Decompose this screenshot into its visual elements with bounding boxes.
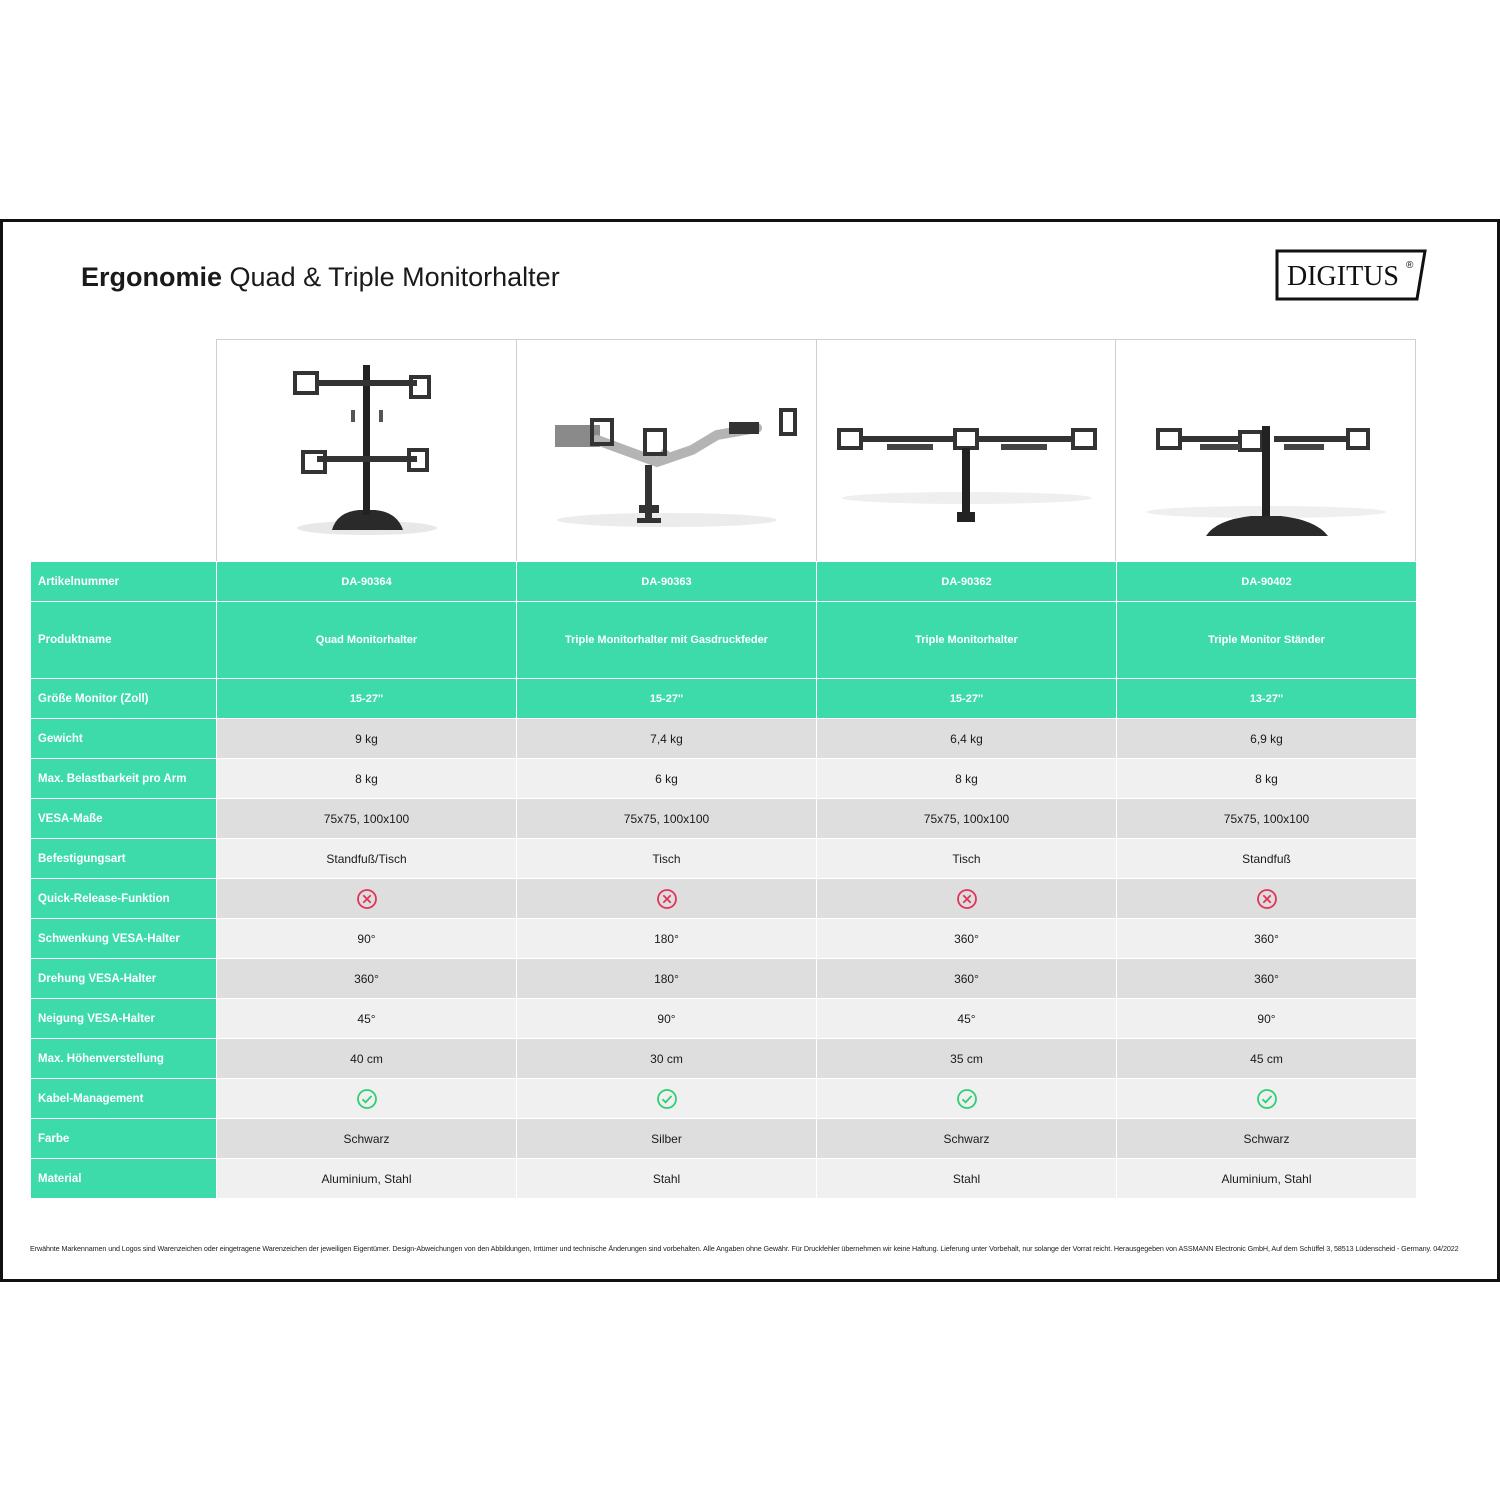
table-row bbox=[31, 679, 1417, 719]
spec-table bbox=[30, 561, 1417, 1199]
cross-icon bbox=[817, 879, 1117, 919]
row-label: Produktname bbox=[31, 602, 217, 679]
cell-value: Stahl bbox=[817, 1159, 1117, 1199]
row-label: Neigung VESA-Halter bbox=[31, 999, 217, 1039]
cross-icon bbox=[517, 879, 817, 919]
product-images bbox=[216, 339, 1416, 561]
cell-value: 75x75, 100x100 bbox=[517, 799, 817, 839]
cell-value: DA-90364 bbox=[217, 562, 517, 602]
row-label: Max. Belastbarkeit pro Arm bbox=[31, 759, 217, 799]
digitus-logo bbox=[1275, 249, 1425, 299]
table-row bbox=[31, 1039, 1417, 1079]
cell-value: 9 kg bbox=[217, 719, 517, 759]
cell-value: Schwarz bbox=[217, 1119, 517, 1159]
cell-value: 15-27'' bbox=[517, 679, 817, 719]
cell-value: DA-90363 bbox=[517, 562, 817, 602]
row-label: Befestigungsart bbox=[31, 839, 217, 879]
check-icon bbox=[817, 1079, 1117, 1119]
table-row bbox=[31, 959, 1417, 999]
check-icon bbox=[517, 1079, 817, 1119]
cell-value: Aluminium, Stahl bbox=[1117, 1159, 1417, 1199]
cell-value: 6 kg bbox=[517, 759, 817, 799]
cell-value: Silber bbox=[517, 1119, 817, 1159]
cell-value: 8 kg bbox=[217, 759, 517, 799]
table-row bbox=[31, 719, 1417, 759]
cell-value: 90° bbox=[517, 999, 817, 1039]
table-row bbox=[31, 799, 1417, 839]
cell-value: Quad Monitorhalter bbox=[217, 602, 517, 679]
cell-value: Standfuß/Tisch bbox=[217, 839, 517, 879]
row-label: Max. Höhenverstellung bbox=[31, 1039, 217, 1079]
cell-value: 360° bbox=[817, 919, 1117, 959]
cell-value: 75x75, 100x100 bbox=[217, 799, 517, 839]
table-row bbox=[31, 1159, 1417, 1199]
cell-value: Standfuß bbox=[1117, 839, 1417, 879]
row-label: Material bbox=[31, 1159, 217, 1199]
cell-value: Schwarz bbox=[1117, 1119, 1417, 1159]
cell-value: 8 kg bbox=[1117, 759, 1417, 799]
cross-icon bbox=[217, 879, 517, 919]
table-row bbox=[31, 602, 1417, 679]
cell-value: Tisch bbox=[517, 839, 817, 879]
row-label: Größe Monitor (Zoll) bbox=[31, 679, 217, 719]
cell-value: 360° bbox=[1117, 959, 1417, 999]
logo-text: DIGITUS bbox=[1287, 261, 1399, 292]
table-row bbox=[31, 1079, 1417, 1119]
table-row bbox=[31, 759, 1417, 799]
cell-value: 180° bbox=[517, 959, 817, 999]
product-image-3 bbox=[817, 340, 1117, 561]
spec-table-body bbox=[31, 562, 1417, 1199]
row-label: Kabel-Management bbox=[31, 1079, 217, 1119]
row-label: Farbe bbox=[31, 1119, 217, 1159]
cell-value: 360° bbox=[817, 959, 1117, 999]
cell-value: DA-90402 bbox=[1117, 562, 1417, 602]
check-icon bbox=[217, 1079, 517, 1119]
title-rest: Quad & Triple Monitorhalter bbox=[229, 262, 560, 292]
table-row bbox=[31, 999, 1417, 1039]
cell-value: 6,9 kg bbox=[1117, 719, 1417, 759]
title-bold: Ergonomie bbox=[81, 262, 223, 292]
cell-value: Schwarz bbox=[817, 1119, 1117, 1159]
logo-registered-mark: ® bbox=[1406, 260, 1414, 271]
cell-value: 75x75, 100x100 bbox=[1117, 799, 1417, 839]
row-label: Quick-Release-Funktion bbox=[31, 879, 217, 919]
table-row bbox=[31, 562, 1417, 602]
table-row bbox=[31, 879, 1417, 919]
cell-value: 35 cm bbox=[817, 1039, 1117, 1079]
table-row bbox=[31, 1119, 1417, 1159]
cell-value: Tisch bbox=[817, 839, 1117, 879]
row-label: Drehung VESA-Halter bbox=[31, 959, 217, 999]
product-image-4 bbox=[1116, 340, 1415, 561]
table-row bbox=[31, 919, 1417, 959]
cell-value: Triple Monitorhalter bbox=[817, 602, 1117, 679]
cell-value: 8 kg bbox=[817, 759, 1117, 799]
cross-icon bbox=[1117, 879, 1417, 919]
check-icon bbox=[1117, 1079, 1417, 1119]
legal-footer: Erwähnte Markennamen und Logos sind Warenzeichen oder eingetragene Warenzeichen der jeweiligen Eigentümer. Design-Abweichungen von den Abbildungen, Irrtümer und technische Änderungen sind vorbehalten. Alle Angaben ohne Gewähr. Für Druckfehler übernehmen wir keine Haftung. Lieferung unter Vorbehalt, nur solange der Vorrat reicht. Herausgegeben von ASSMANN Electronic GmbH, Auf dem Schüffel 3, 58513 Lüdenscheid - Germany. 04/2022 bbox=[30, 1244, 1459, 1253]
cell-value: 45 cm bbox=[1117, 1039, 1417, 1079]
product-image-2 bbox=[517, 340, 817, 561]
page-title bbox=[81, 262, 560, 293]
product-image-1 bbox=[217, 340, 517, 561]
cell-value: Triple Monitor Ständer bbox=[1117, 602, 1417, 679]
cell-value: 7,4 kg bbox=[517, 719, 817, 759]
row-label: Artikelnummer bbox=[31, 562, 217, 602]
cell-value: 90° bbox=[1117, 999, 1417, 1039]
cell-value: 45° bbox=[817, 999, 1117, 1039]
cell-value: 6,4 kg bbox=[817, 719, 1117, 759]
row-label: Gewicht bbox=[31, 719, 217, 759]
cell-value: 90° bbox=[217, 919, 517, 959]
cell-value: 75x75, 100x100 bbox=[817, 799, 1117, 839]
row-label: VESA-Maße bbox=[31, 799, 217, 839]
cell-value: 40 cm bbox=[217, 1039, 517, 1079]
cell-value: Aluminium, Stahl bbox=[217, 1159, 517, 1199]
triple-gas-spring-arm-icon bbox=[517, 340, 817, 562]
cell-value: DA-90362 bbox=[817, 562, 1117, 602]
cell-value: 360° bbox=[1117, 919, 1417, 959]
triple-monitor-stand-icon bbox=[1116, 340, 1416, 562]
quad-monitor-stand-icon bbox=[217, 340, 517, 562]
cell-value: 360° bbox=[217, 959, 517, 999]
cell-value: Stahl bbox=[517, 1159, 817, 1199]
row-label: Schwenkung VESA-Halter bbox=[31, 919, 217, 959]
cell-value: 45° bbox=[217, 999, 517, 1039]
cell-value: 15-27'' bbox=[217, 679, 517, 719]
triple-desk-clamp-arm-icon bbox=[817, 340, 1117, 562]
cell-value: 30 cm bbox=[517, 1039, 817, 1079]
table-row bbox=[31, 839, 1417, 879]
cell-value: 13-27'' bbox=[1117, 679, 1417, 719]
cell-value: 180° bbox=[517, 919, 817, 959]
cell-value: 15-27'' bbox=[817, 679, 1117, 719]
cell-value: Triple Monitorhalter mit Gasdruckfeder bbox=[517, 602, 817, 679]
datasheet bbox=[0, 219, 1500, 1282]
